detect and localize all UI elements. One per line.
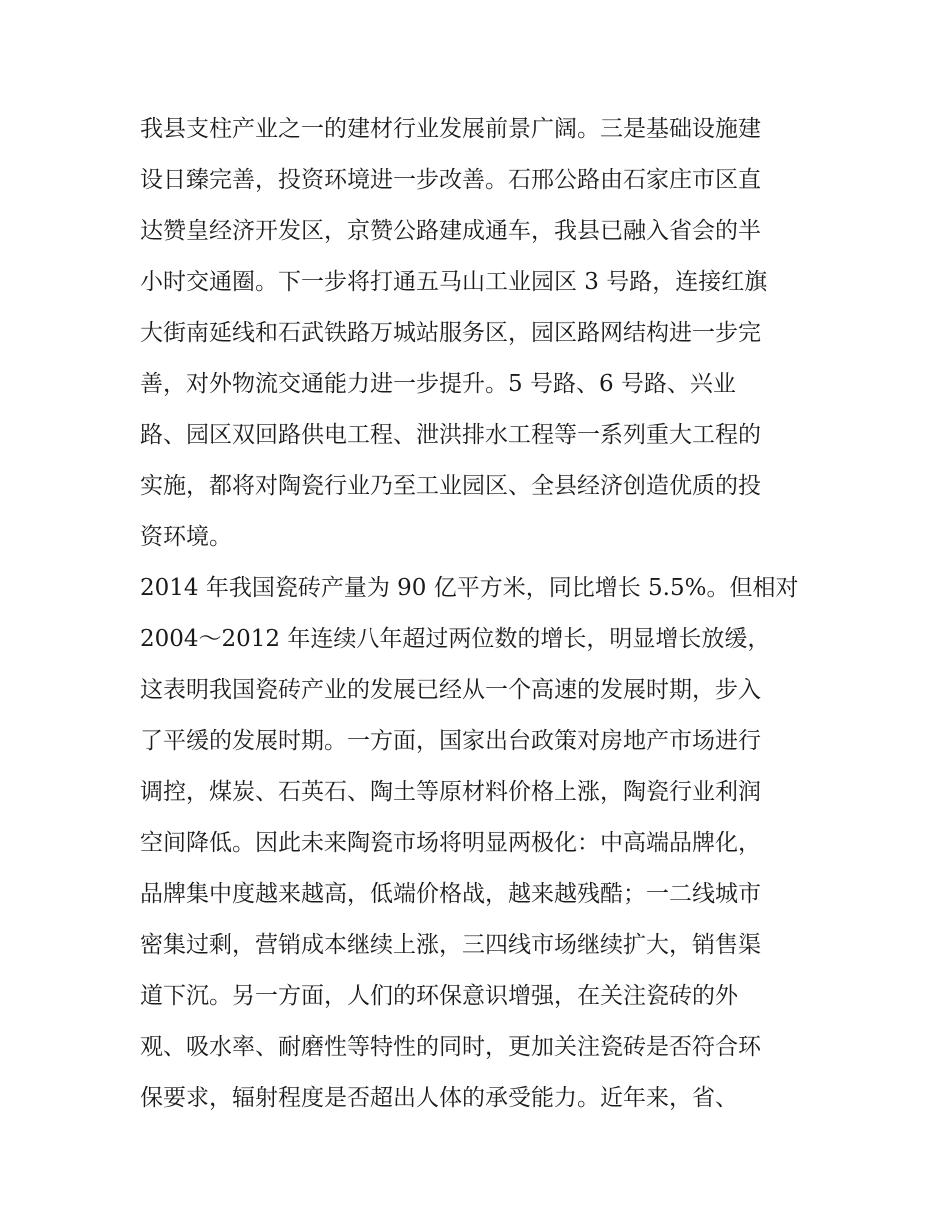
text-line: 资环境。 — [140, 524, 232, 550]
text-line: 调控，煤炭、石英石、陶土等原材料价格上涨，陶瓷行业利润 — [140, 779, 761, 805]
text-line: 观、吸水率、耐磨性等特性的同时，更加关注瓷砖是否符合环 — [140, 1034, 761, 1060]
body-text — [140, 104, 830, 1124]
text-line: 道下沉。另一方面，人们的环保意识增强，在关注瓷砖的外 — [140, 983, 738, 1009]
text-line: 密集过剩，营销成本继续上涨，三四线市场继续扩大，销售渠 — [140, 932, 761, 958]
text-line: 保要求，辐射程度是否超出人体的承受能力。近年来，省、 — [140, 1085, 738, 1111]
text-line: 达赞皇经济开发区，京赞公路建成通车，我县已融入省会的半 — [140, 218, 761, 244]
text-line: 2014 年我国瓷砖产量为 90 亿平方米，同比增长 5.5%。但相对 — [140, 575, 799, 601]
text-line: 我县支柱产业之一的建材行业发展前景广阔。三是基础设施建 — [140, 116, 761, 142]
text-line: 2004～2012 年连续八年超过两位数的增长，明显增长放缓， — [140, 626, 771, 652]
text-line: 品牌集中度越来越高，低端价格战，越来越残酷；一二线城市 — [140, 881, 761, 907]
text-line: 实施，都将对陶瓷行业乃至工业园区、全县经济创造优质的投 — [140, 473, 761, 499]
text-line: 大街南延线和石武铁路万城站服务区，园区路网结构进一步完 — [140, 320, 761, 346]
text-line: 了平缓的发展时期。一方面，国家出台政策对房地产市场进行 — [140, 728, 761, 754]
text-line: 善，对外物流交通能力进一步提升。5 号路、6 号路、兴业 — [140, 371, 736, 397]
text-line: 小时交通圈。下一步将打通五马山工业园区 3 号路，连接红旗 — [140, 269, 768, 295]
text-line: 设日臻完善，投资环境进一步改善。石邢公路由石家庄市区直 — [140, 167, 761, 193]
text-line: 空间降低。因此未来陶瓷市场将明显两极化：中高端品牌化， — [140, 830, 761, 856]
text-line: 这表明我国瓷砖产业的发展已经从一个高速的发展时期，步入 — [140, 677, 761, 703]
text-line: 路、园区双回路供电工程、泄洪排水工程等一系列重大工程的 — [140, 422, 761, 448]
